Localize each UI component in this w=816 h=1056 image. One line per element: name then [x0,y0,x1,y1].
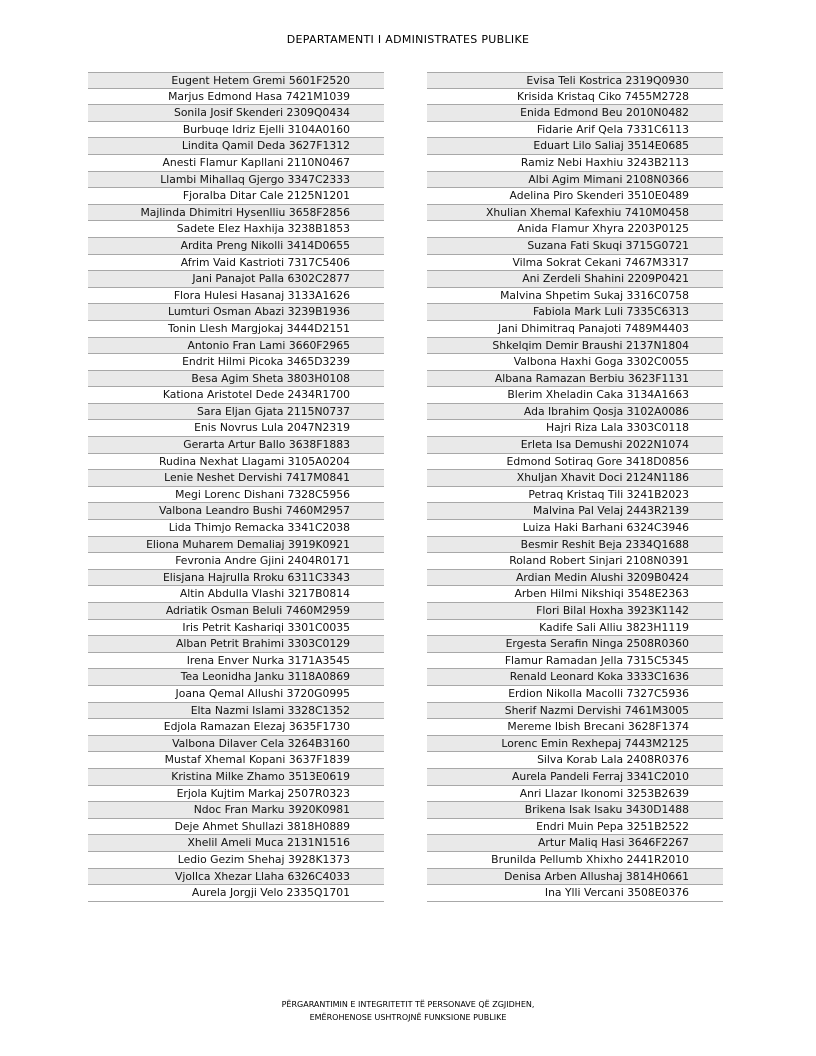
list-item: Lindita Qamil Deda 3627F1312 [88,138,384,155]
list-item: Ina Ylli Vercani 3508E0376 [427,885,723,902]
list-item: Valbona Haxhi Goga 3302C0055 [427,354,723,371]
list-item: Malvina Shpetim Sukaj 3316C0758 [427,288,723,305]
list-item: Adelina Piro Skenderi 3510E0489 [427,188,723,205]
list-item: Fevronia Andre Gjini 2404R0171 [88,553,384,570]
list-item: Aurela Pandeli Ferraj 3341C2010 [427,769,723,786]
list-item: Lida Thimjo Remacka 3341C2038 [88,520,384,537]
list-item: Denisa Arben Allushaj 3814H0661 [427,869,723,886]
list-item: Burbuqe Idriz Ejelli 3104A0160 [88,122,384,139]
list-item: Erdion Nikolla Macolli 7327C5936 [427,686,723,703]
list-item: Eugent Hetem Gremi 5601F2520 [88,72,384,89]
list-item: Endri Muin Pepa 3251B2522 [427,819,723,836]
list-item: Anida Flamur Xhyra 2203P0125 [427,221,723,238]
list-item: Ani Zerdeli Shahini 2209P0421 [427,271,723,288]
list-item: Deje Ahmet Shullazi 3818H0889 [88,819,384,836]
list-item: Shkelqim Demir Braushi 2137N1804 [427,338,723,355]
list-item: Sherif Nazmi Dervishi 7461M3005 [427,703,723,720]
list-item: Ada Ibrahim Qosja 3102A0086 [427,404,723,421]
list-item: Renald Leonard Koka 3333C1636 [427,669,723,686]
list-item: Malvina Pal Velaj 2443R2139 [427,503,723,520]
list-item: Silva Korab Lala 2408R0376 [427,752,723,769]
list-item: Fabiola Mark Luli 7335C6313 [427,304,723,321]
list-item: Valbona Dilaver Cela 3264B3160 [88,736,384,753]
list-item: Sonila Josif Skenderi 2309Q0434 [88,105,384,122]
left-name-list [88,72,384,902]
list-item: Vjollca Xhezar Llaha 6326C4033 [88,869,384,886]
list-item: Kationa Aristotel Dede 2434R1700 [88,387,384,404]
footer-line-1: PËRGARANTIMIN E INTEGRITETIT TË PERSONAVE QË ZGJIDHEN, [281,1000,535,1009]
list-item: Edjola Ramazan Elezaj 3635F1730 [88,719,384,736]
list-item: Krisida Kristaq Ciko 7455M2728 [427,89,723,106]
list-item: Rudina Nexhat Llagami 3105A0204 [88,454,384,471]
list-item: Lorenc Emin Rexhepaj 7443M2125 [427,736,723,753]
list-item: Brikena Isak Isaku 3430D1488 [427,802,723,819]
list-item: Joana Qemal Allushi 3720G0995 [88,686,384,703]
list-item: Brunilda Pellumb Xhixho 2441R2010 [427,852,723,869]
list-item: Tonin Llesh Margjokaj 3444D2151 [88,321,384,338]
list-item: Jani Dhimitraq Panajoti 7489M4403 [427,321,723,338]
list-item: Arben Hilmi Nikshiqi 3548E2363 [427,586,723,603]
list-item: Marjus Edmond Hasa 7421M1039 [88,89,384,106]
list-item: Anesti Flamur Kapllani 2110N0467 [88,155,384,172]
list-item: Valbona Leandro Bushi 7460M2957 [88,503,384,520]
list-item: Ledio Gezim Shehaj 3928K1373 [88,852,384,869]
list-item: Eduart Lilo Saliaj 3514E0685 [427,138,723,155]
list-item: Majlinda Dhimitri Hysenlliu 3658F2856 [88,205,384,222]
list-item: Ardita Preng Nikolli 3414D0655 [88,238,384,255]
list-item: Flori Bilal Hoxha 3923K1142 [427,603,723,620]
list-item: Kristina Milke Zhamo 3513E0619 [88,769,384,786]
list-item: Edmond Sotiraq Gore 3418D0856 [427,454,723,471]
list-item: Vilma Sokrat Cekani 7467M3317 [427,255,723,272]
list-item: Lumturi Osman Abazi 3239B1936 [88,304,384,321]
list-item: Altin Abdulla Vlashi 3217B0814 [88,586,384,603]
list-item: Adriatik Osman Beluli 7460M2959 [88,603,384,620]
list-item: Fjoralba Ditar Cale 2125N1201 [88,188,384,205]
list-item: Megi Lorenc Dishani 7328C5956 [88,487,384,504]
list-item: Eliona Muharem Demaliaj 3919K0921 [88,537,384,554]
list-item: Evisa Teli Kostrica 2319Q0930 [427,72,723,89]
list-item: Artur Maliq Hasi 3646F2267 [427,835,723,852]
list-item: Sara Eljan Gjata 2115N0737 [88,404,384,421]
list-item: Jani Panajot Palla 6302C2877 [88,271,384,288]
list-item: Elisjana Hajrulla Rroku 6311C3343 [88,570,384,587]
list-item: Enis Novrus Lula 2047N2319 [88,420,384,437]
list-item: Xhelil Ameli Muca 2131N1516 [88,835,384,852]
page-footer [0,998,816,1024]
list-item: Albana Ramazan Berbiu 3623F1131 [427,371,723,388]
list-item: Aurela Jorgji Velo 2335Q1701 [88,885,384,902]
list-item: Albi Agim Mimani 2108N0366 [427,172,723,189]
list-item: Fidarie Arif Qela 7331C6113 [427,122,723,139]
list-item: Kadife Sali Alliu 3823H1119 [427,620,723,637]
list-item: Xhuljan Xhavit Doci 2124N1186 [427,470,723,487]
list-item: Besa Agim Sheta 3803H0108 [88,371,384,388]
list-item: Hajri Riza Lala 3303C0118 [427,420,723,437]
list-item: Luiza Haki Barhani 6324C3946 [427,520,723,537]
list-item: Elta Nazmi Islami 3328C1352 [88,703,384,720]
list-item: Erleta Isa Demushi 2022N1074 [427,437,723,454]
list-item: Afrim Vaid Kastrioti 7317C5406 [88,255,384,272]
list-item: Enida Edmond Beu 2010N0482 [427,105,723,122]
list-item: Lenie Neshet Dervishi 7417M0841 [88,470,384,487]
list-item: Irena Enver Nurka 3171A3545 [88,653,384,670]
list-item: Ndoc Fran Marku 3920K0981 [88,802,384,819]
list-item: Flora Hulesi Hasanaj 3133A1626 [88,288,384,305]
list-item: Mustaf Xhemal Kopani 3637F1839 [88,752,384,769]
list-item: Ramiz Nebi Haxhiu 3243B2113 [427,155,723,172]
list-item: Ergesta Serafin Ninga 2508R0360 [427,636,723,653]
list-item: Anri Llazar Ikonomi 3253B2639 [427,786,723,803]
list-item: Blerim Xheladin Caka 3134A1663 [427,387,723,404]
list-item: Besmir Reshit Beja 2334Q1688 [427,537,723,554]
list-item: Alban Petrit Brahimi 3303C0129 [88,636,384,653]
list-item: Tea Leonidha Janku 3118A0869 [88,669,384,686]
list-item: Gerarta Artur Ballo 3638F1883 [88,437,384,454]
list-item: Roland Robert Sinjari 2108N0391 [427,553,723,570]
list-item: Sadete Elez Haxhija 3238B1853 [88,221,384,238]
list-item: Endrit Hilmi Picoka 3465D3239 [88,354,384,371]
right-name-list [427,72,723,902]
list-item: Xhulian Xhemal Kafexhiu 7410M0458 [427,205,723,222]
list-item: Ardian Medin Alushi 3209B0424 [427,570,723,587]
list-item: Antonio Fran Lami 3660F2965 [88,338,384,355]
list-item: Erjola Kujtim Markaj 2507R0323 [88,786,384,803]
list-item: Suzana Fati Skuqi 3715G0721 [427,238,723,255]
list-item: Iris Petrit Kashariqi 3301C0035 [88,620,384,637]
list-item: Mereme Ibish Brecani 3628F1374 [427,719,723,736]
footer-line-2: EMËROHENOSE USHTROJNË FUNKSIONE PUBLIKE [309,1013,507,1022]
list-item: Llambi Mihallaq Gjergo 3347C2333 [88,172,384,189]
page-title: DEPARTAMENTI I ADMINISTRATES PUBLIKE [286,33,530,46]
list-item: Petraq Kristaq Tili 3241B2023 [427,487,723,504]
list-item: Flamur Ramadan Jella 7315C5345 [427,653,723,670]
